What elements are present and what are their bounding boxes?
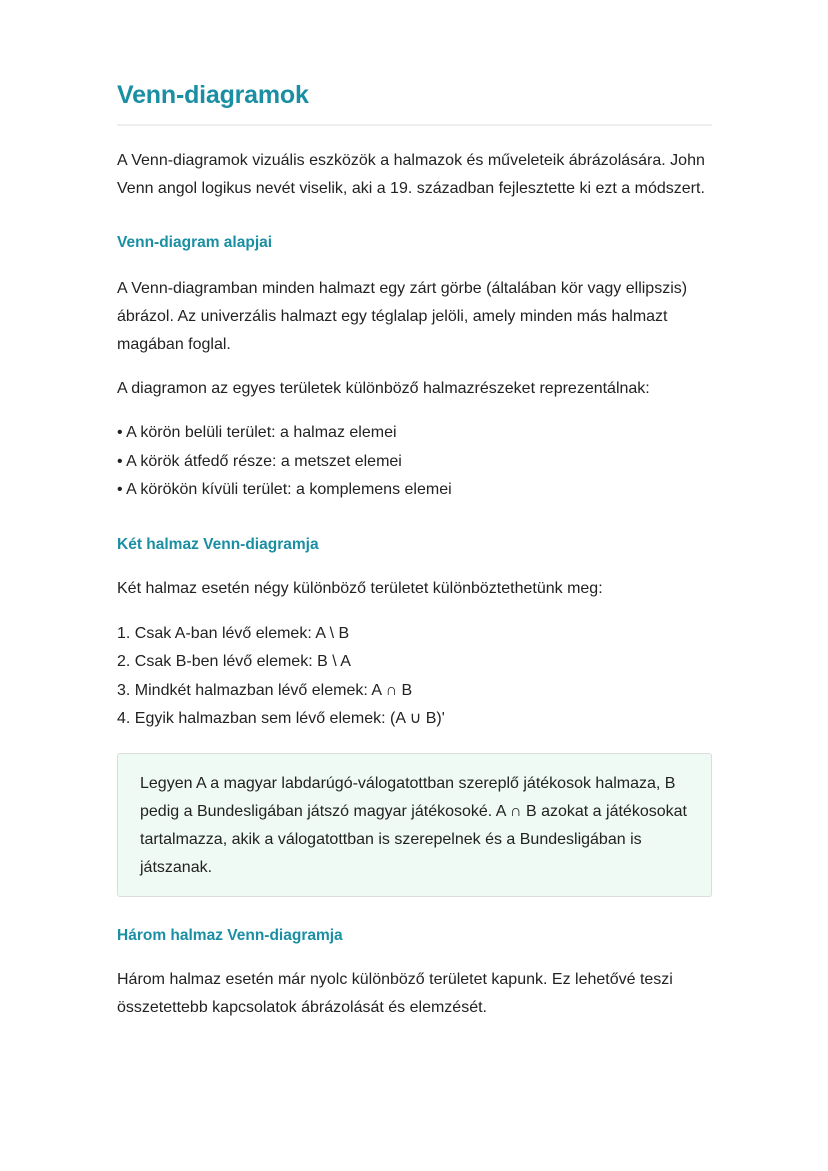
list-item: 2. Csak B-ben lévő elemek: B \ A (117, 653, 351, 670)
section-heading-harom-halmaz: Három halmaz Venn-diagramja (117, 926, 343, 944)
alapjai-paragraph-2: A diagramon az egyes területek különböző halmazrészeket reprezentálnak: (117, 380, 650, 397)
list-item: 3. Mindkét halmazban lévő elemek: A ∩ B (117, 681, 413, 699)
list-item: 1. Csak A-ban lévő elemek: A \ B (117, 624, 350, 642)
list-item: 4. Egyik halmazban sem lévő elemek: (A ∪ B)' (117, 710, 445, 727)
list-item: • A körökön kívüli terület: a komplemens elemei (117, 481, 452, 498)
harom-halmaz-paragraph: Három halmaz esetén már nyolc különböző területet kapunk. Ez lehetővé teszi összetettebb kapcsolatok ábrázolását és elemzését. (117, 970, 673, 1016)
section-heading-alapjai: Venn-diagram alapjai (117, 234, 273, 251)
alapjai-paragraph-1: A Venn-diagramban minden halmazt egy zárt görbe (általában kör vagy ellipszis) ábrázol. Az univerzális halmazt egy téglalap jelöli, amely minden más halmazt magában foglal. (117, 280, 688, 353)
intro-paragraph: A Venn-diagramok vizuális eszközök a halmazok és műveleteik ábrázolására. John Venn angol logikus nevét viselik, aki a 19. században fejlesztette ki ezt a módszert. (117, 152, 705, 197)
example-text: Legyen A a magyar labdarúgó-válogatottban szereplő játékosok halmaza, B pedig a Bundesligában játszó magyar játékosoké. A ∩ B azokat a játékosokat tartalmazza, akik a válogatottban is szerepelnek és a Bundesligában is játszanak. (140, 774, 687, 876)
regions-bullet-list (117, 419, 712, 505)
list-item: • A körök átfedő része: a metszet elemei (117, 452, 402, 470)
example-box (117, 753, 712, 897)
ket-halmaz-paragraph: Két halmaz esetén négy különböző területet különböztethetünk meg: (117, 579, 603, 597)
page-title: Venn-diagramok (117, 78, 712, 126)
list-item: • A körön belüli terület: a halmaz elemei (117, 424, 397, 441)
section-heading-ket-halmaz: Két halmaz Venn-diagramja (117, 535, 319, 553)
regions-numbered-list (117, 620, 712, 734)
